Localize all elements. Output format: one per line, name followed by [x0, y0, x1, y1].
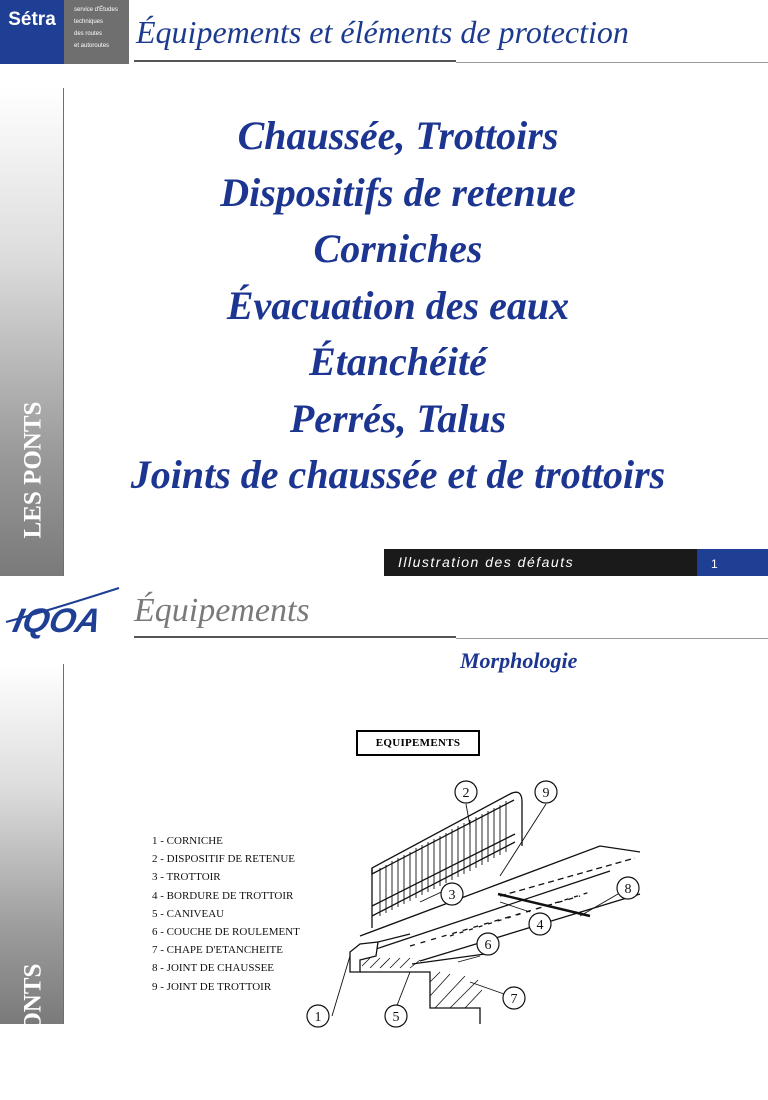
- figure-title: EQUIPEMENTS: [356, 730, 480, 756]
- header-title: Équipements et éléments de protection: [136, 14, 629, 50]
- legend-item: 1 - CORNICHE: [152, 835, 223, 847]
- legend-item: 2 - DISPOSITIF DE RETENUE: [152, 853, 295, 866]
- legend-item: 6 - COUCHE DE ROULEMENT: [152, 926, 300, 939]
- topic-item: Chaussée, Trottoirs: [237, 113, 559, 158]
- footer-text: Illustration des défauts: [398, 554, 575, 570]
- callout-3c: [441, 883, 463, 905]
- svg-text:7: 7: [510, 992, 518, 1007]
- figure-legend: [152, 832, 300, 996]
- topic-item: Joints de chaussée et de trottoirs: [130, 452, 666, 497]
- svg-text:1: 1: [314, 1010, 322, 1025]
- iqoa-logo-graphic: [4, 582, 124, 642]
- callout-9: [535, 781, 557, 803]
- logo-subtitle-line: service d'Études: [74, 7, 118, 13]
- callout-4: [529, 913, 551, 935]
- logo-subtitle-line: et autoroutes: [74, 43, 110, 49]
- svg-text:8: 8: [624, 882, 632, 897]
- callout-1: [307, 1005, 329, 1027]
- side-label: LES PONTS: [19, 401, 47, 539]
- header-rule: [456, 638, 768, 639]
- callout-6: [477, 933, 499, 955]
- svg-text:4: 4: [536, 918, 544, 933]
- legend-item: 3 - TROTTOIR: [152, 871, 221, 884]
- callout-5: [385, 1005, 407, 1027]
- legend-item: 4 - BORDURE DE TROTTOIR: [152, 889, 294, 902]
- legend-item: 7 - CHAPE D'ETANCHEITE: [152, 944, 283, 957]
- topic-item: Perrés, Talus: [289, 395, 507, 441]
- legend-item: 8 - JOINT DE CHAUSSEE: [152, 962, 275, 975]
- logo-subtitle-line: des routes: [74, 31, 103, 37]
- header-rule: [456, 62, 768, 63]
- svg-text:3: 3: [448, 888, 456, 903]
- topic-item: Corniches: [313, 226, 483, 271]
- topic-item: Étanchéité: [309, 339, 487, 384]
- legend-item: 5 - CANIVEAU: [152, 907, 225, 920]
- callout-2: [455, 781, 477, 803]
- svg-text:9: 9: [542, 786, 550, 801]
- svg-text:2: 2: [462, 786, 470, 801]
- header-underline: [134, 60, 456, 62]
- subtitle: Morphologie: [460, 648, 578, 673]
- page-number: 1: [697, 549, 768, 576]
- logo-subtitle-line: techniques: [74, 19, 104, 25]
- topic-list: [64, 108, 732, 504]
- callout-7: [503, 987, 525, 1009]
- footer-bar: [384, 549, 697, 576]
- svg-text:5: 5: [392, 1010, 400, 1025]
- iqoa-logo-text: IQOA: [9, 602, 105, 640]
- setra-logo: Sétra: [0, 0, 64, 64]
- svg-text:6: 6: [484, 938, 492, 953]
- setra-logo-subtitle: [64, 0, 129, 64]
- header-title: Équipements: [134, 592, 310, 629]
- legend-item: 9 - JOINT DE TROTTOIR: [152, 980, 272, 993]
- callout-8: [617, 877, 639, 899]
- slide-2: [0, 576, 768, 1100]
- header-underline: [134, 636, 456, 638]
- side-divider: [63, 664, 64, 1024]
- iqoa-logo: [4, 582, 124, 642]
- topic-item: Dispositifs de retenue: [220, 169, 576, 215]
- bridge-equipment-drawing: [300, 776, 660, 1024]
- topic-item: Évacuation des eaux: [226, 282, 570, 328]
- side-label: LES PONTS: [19, 963, 47, 1100]
